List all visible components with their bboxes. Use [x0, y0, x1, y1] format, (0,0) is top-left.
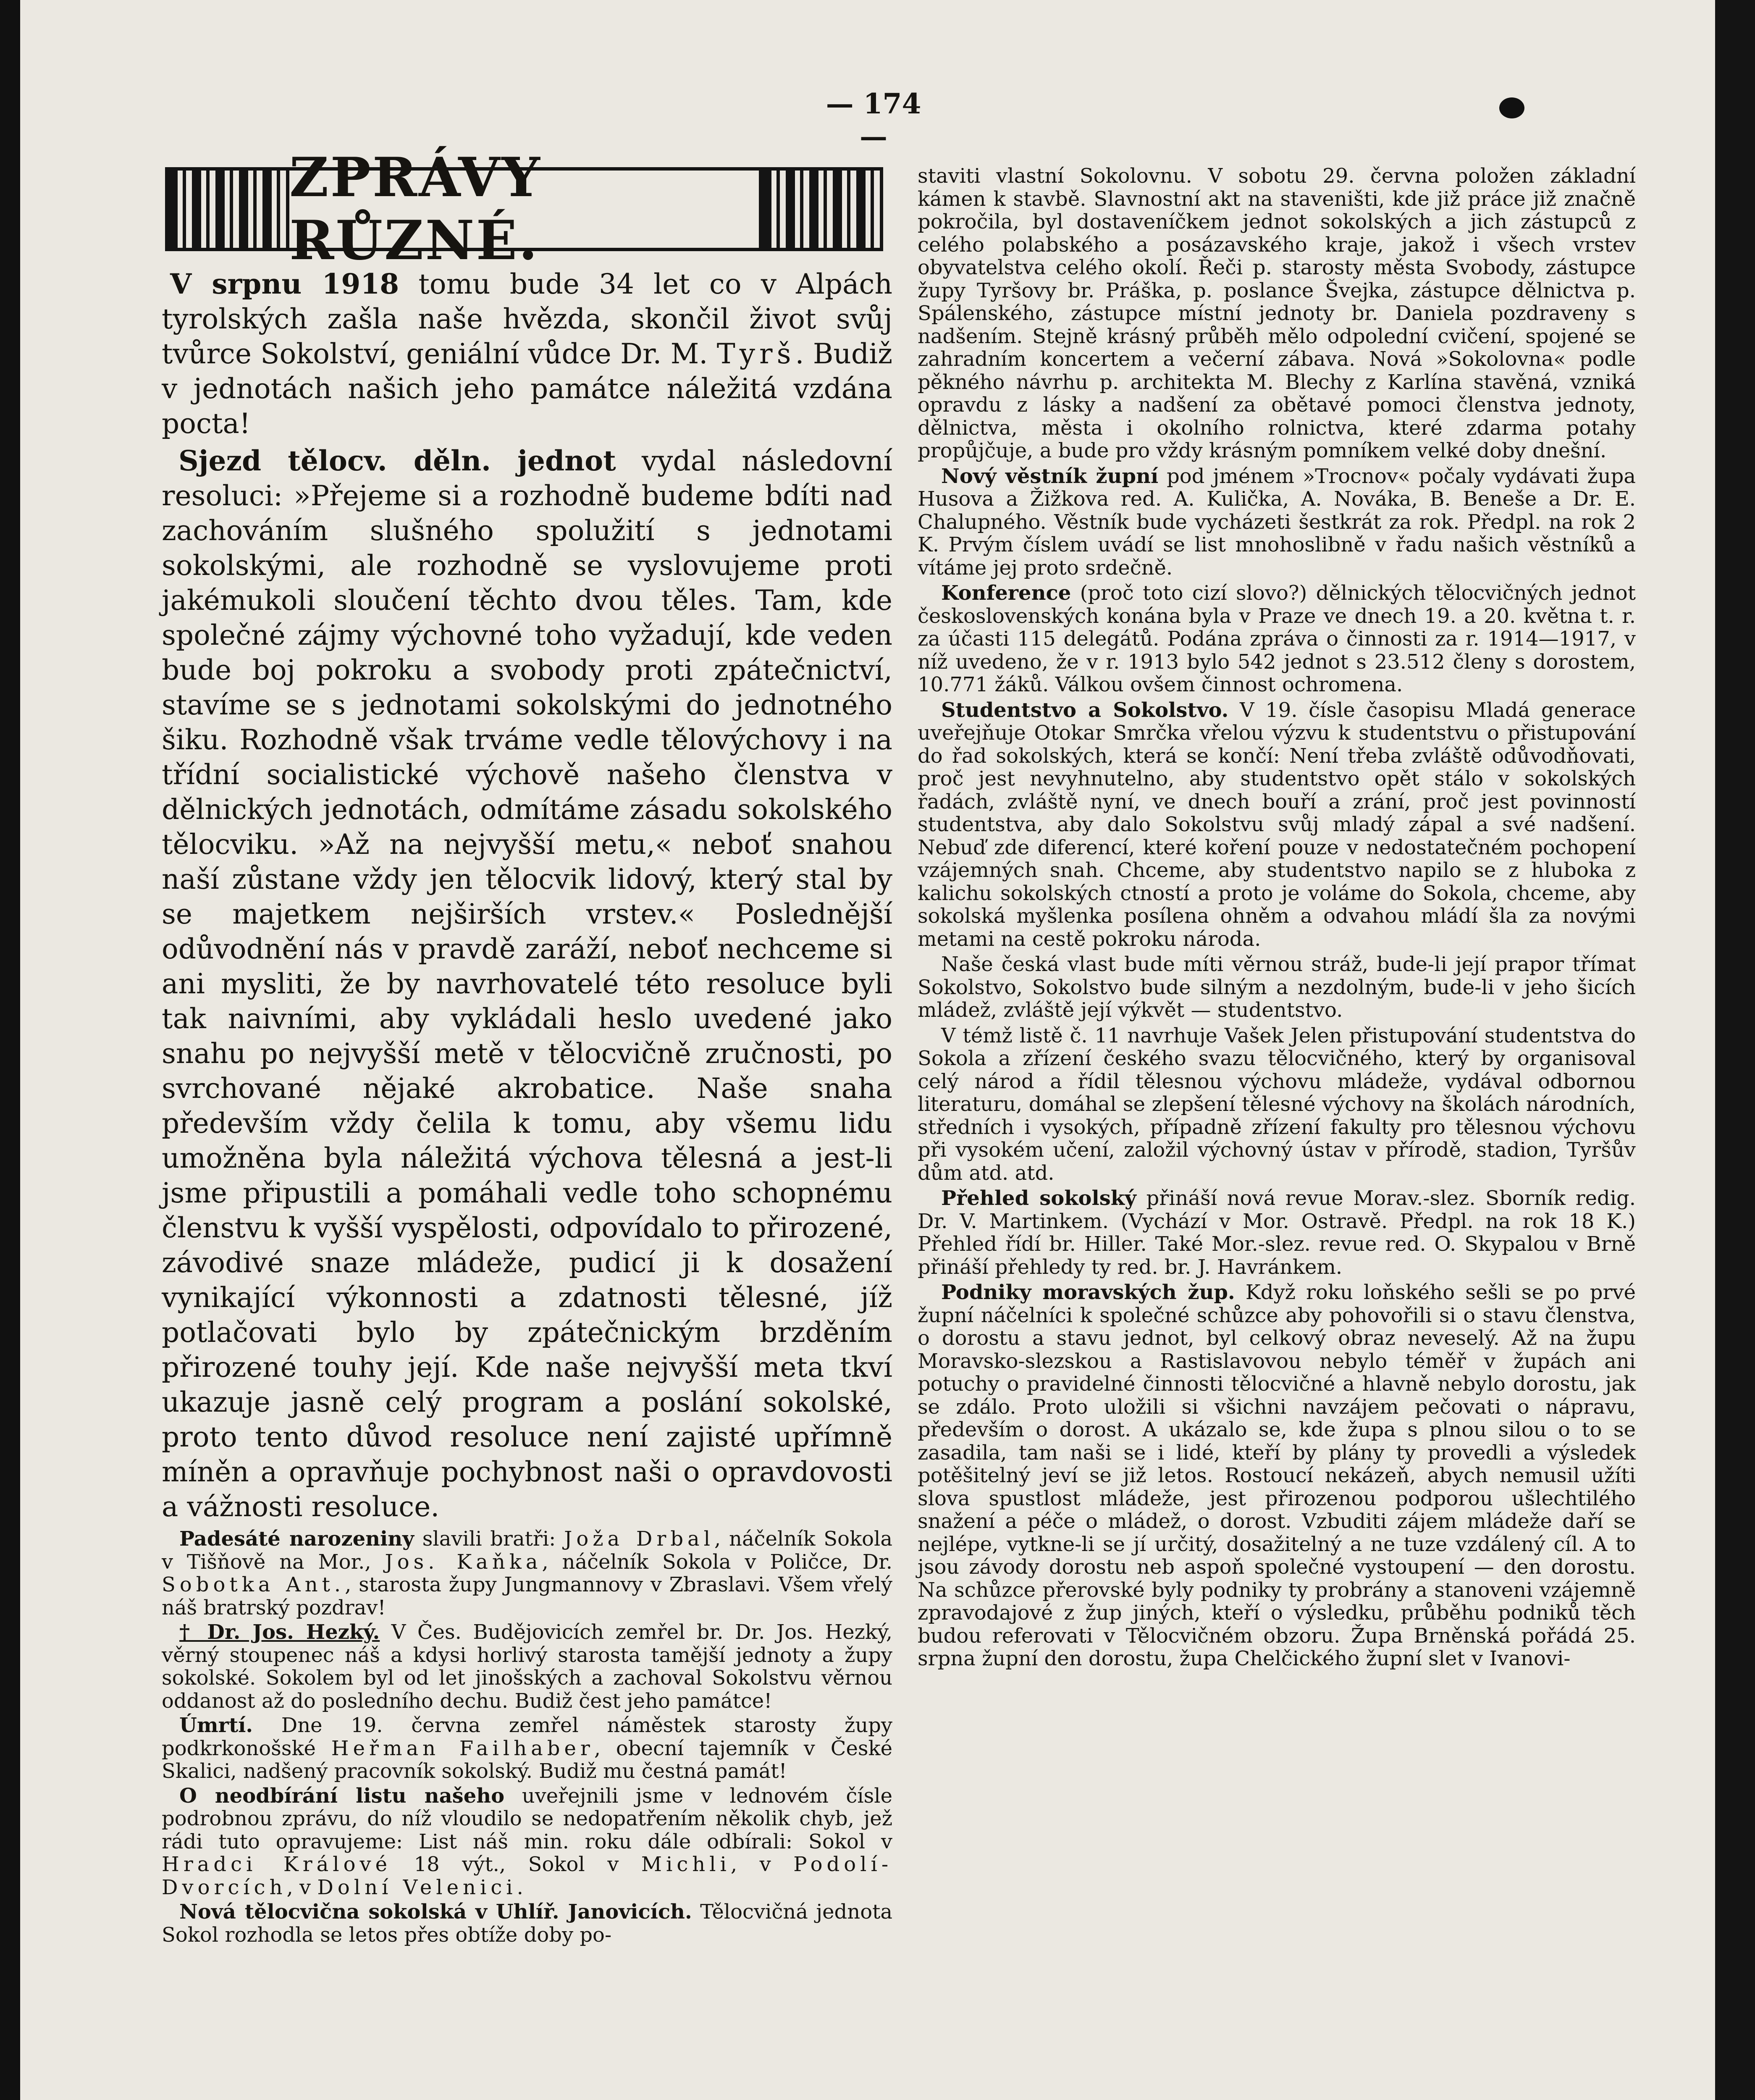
heading-ornament-left: [168, 171, 289, 248]
page-number: — 174 —: [826, 87, 921, 153]
article-konference: Konference (proč toto cizí slovo?) dělnických tělocvičných jednot československých konána byla v Praze ve dnech 19. a 20. května t. r. za účasti 115 delegátů. Podána zpráva o činnosti za r. 1914—1917, v níž uvedeno, že v r. 1913 bylo 542 jednot s 23.512 členy s dorostem, 10.771 žáků. Válkou ovšem činnost ochromena.: [918, 581, 1636, 696]
article-umrti: Úmrtí. Dne 19. června zemřel náměstek starosty župy podkrkonošské Heřman Failhaber, obecní tajemník v České Skalici, nadšený pracovník sokolský. Budiž mu čestná památ!: [162, 1714, 892, 1783]
article-tyrs: V srpnu 1918 tomu bude 34 let co v Alpách tyrolských zašla naše hvězda, skončil život svůj tvůrce Sokolství, geniální vůdce Dr. M. Tyrš. Budiž v jednotách našich jeho památce náležitá vzdána pocta!: [162, 268, 893, 440]
section-heading: ZPRÁVY RŮZNÉ.: [289, 146, 542, 272]
article-vestnik: Nový věstník župní pod jménem »Trocnov« počaly vydávati župa Husova a Žižkova red. A. Kulička, A. Nováka, B. Beneše a Dr. E. Chalupného. Věstník bude vycházeti šestkrát za rok. Předpl. na rok 2 K. Prvým číslem uvádí se list mnohoslibně v řadu našich věstníků a vítáme jej proto srdečně.: [918, 464, 1636, 580]
left-column: [162, 267, 892, 1946]
article-prehled: Přehled sokolský přináší nová revue Morav.-slez. Sborník redig. Dr. V. Martinkem. (Vychází v Mor. Ostravě. Předpl. na rok 18 K.) Přehled řídí br. Hiller. Také Mor.-slez. revue red. O. Skypalou v Brně přináší přehledy ty red. br. J. Havránkem.: [918, 1186, 1636, 1279]
section-heading-box: [165, 146, 883, 272]
article-neodbirani: O neodbírání listu našeho uveřejnili jsme v lednovém čísle podrobnou zprávu, do níž vloudilo se nedopatřením několik chyb, jež rádi tuto opravujeme: List náš min. roku dále odbírali: Sokol v Hradci Králové 18 výt., Sokol v Michli, v Podolí-Dvorcích, v Dolní Velenici.: [162, 1784, 893, 1899]
article-hezky: † Dr. Jos. Hezký. V Čes. Budějovicích zemřel br. Dr. Jos. Hezký, věrný stoupenec náš a kdysi horlivý starosta tamější jednoty a župy sokolské. Sokolem byl od let jinošských a zachoval Sokolstvu věrnou oddanost až do posledního dechu. Budiž čest jeho památce!: [162, 1620, 892, 1713]
scan-edge-left: [0, 0, 20, 2100]
article-studentstvo: Studentstvo a Sokolstvo. V 19. čísle časopisu Mladá generace uveřejňuje Otokar Smrčka vřelou výzvu k studentstvu o přistupování do řad sokolských, která se končí: Není třeba zvláště odůvodňovati, proč jest nevyhnutelno, aby studentstvo opět stálo v sokolských řadách, zvláště nyní, ve dnech bouří a zrání, proč jest povinností studentstva, aby dalo Sokolstvu svůj mladý zápal a své nadšení. Nebuď zde diferencí, které koření pouze v nedostatečném pochopení vzájemných snah. Chceme, aby studentstvo napilo se z hluboka z kalichu sokolských ctností a proto je voláme do Sokola, chceme, aby sokolská myšlenka posílena ohněm a odvahou mládí šla za novými metami na cestě pokroku národa.: [918, 698, 1636, 951]
article-telocvicna: Nová tělocvična sokolská v Uhlíř. Janovicích. Tělocvičná jednota Sokol rozhodla se letos přes obtíže doby po-: [162, 1900, 892, 1947]
ink-blot: [1499, 97, 1524, 118]
right-column: [918, 165, 1636, 1670]
scan-edge-right: [1715, 0, 1755, 2100]
article-jelen: V témž listě č. 11 navrhuje Vašek Jelen přistupování studentstva do Sokola a zřízení českého svazu tělocvičného, který by organisoval celý národ a řídil tělesnou výchovu mládeže, vydával odbornou literaturu, domáhal se zlepšení tělesné výchovy na školách národních, středních i vysokých, případně zřízení fakulty pro tělesnou výchovu při vysokém učení, založil výchovný ústav v přírodě, stadion, Tyršův dům atd. atd.: [918, 1024, 1636, 1185]
article-narozeniny: Padesáté narozeniny slavili bratři: Joža Drbal, náčelník Sokola v Tišňově na Mor., Jos. Kaňka, náčelník Sokola v Poličce, Dr. Sobotka Ant., starosta župy Jungmannovy v Zbraslavi. Všem vřelý náš bratrský pozdrav!: [162, 1527, 893, 1620]
article-sokolovna-cont: staviti vlastní Sokolovnu. V sobotu 29. června položen základní kámen k stavbě. Slavnostní akt na staveništi, kde již práce již značně pokročila, byl dostaveníčkem jednot sokolských a jich zástupců z celého polabského a posázavského kraje, jakož i všech vrstev obyvatelstva celého okolí. Řeči p. starosty města Svobody, zástupce župy Tyršovy br. Práška, p. poslance Švejka, zástupce dělnictva p. Spálenského, zástupce místní jednoty br. Daniela pozdraveny s nadšením. Stejně krásný průběh mělo odpolední cvičení, spojené se zahradním koncertem a večerní zábava. Nová »Sokolovna« podle pěkného návrhu p. architekta M. Blechy z Karlína stavěná, vzniká opravdu z lásky a nadšení za obětavé pomoci členstva jednoty, dělnictva, města i okolního rolnictva, které zdarma potahy propůjčuje, a bude pro vždy krásným pomníkem velké doby dnešní.: [918, 164, 1636, 462]
article-podniky: Podniky moravských žup. Když roku loňského sešli se po prvé župní náčelníci k společné schůzce aby pohovořili si o stavu členstva, o dorostu a stavu jednot, byl celkový obraz neveselý. Až na župu Moravsko-slezskou a Rastislavovou nebylo téměř v župách ani potuchy o pravidelné činnosti tělocvičné a hlavně nebylo dorostu, jak se zdálo. Proto uložili si všichni navzájem pečovati o nápravu, především o dorost. A ukázalo se, kde župa s plnou silou o to se zasadila, tam naši se i lidé, kteří by plány ty provedli a výsledek potěšitelný jeví se již letos. Rostoucí nekázeň, abych nemusil užíti slova spustlost mládeže, jest přirozenou podporou ušlechtilého snažení a péče o mládež, o dorost. Vzbuditi zájem mládeže daří se nejlépe, vytkne-li se jí určitý, dosažitelný a ne tuze vzdálený cíl. A to jsou závody dorostu neb aspoň společné vystoupení — den dorostu. Na schůzce přerovské byly podniky ty probrány a stanoveni vzájemně zpravodajové z žup jiných, kteří o výsledku, průběhu podniků těch budou referovati v Tělocvičném obzoru. Župa Brněnská pořádá 25. srpna župní den dorostu, župa Chelčického župní slet v Ivanovi-: [918, 1281, 1636, 1670]
article-ceska-vlast: Naše česká vlast bude míti věrnou stráž, bude-li její prapor třímat Sokolstvo, Sokolstvo bude silným a nezdolným, bude-li v jeho šicích mládež, zvláště její výkvět — studentstvo.: [918, 953, 1636, 1022]
article-sjezd: Sjezd tělocv. děln. jednot vydal následovní resoluci: »Přejeme si a rozhodně budeme bdíti nad zachováním slušného spolužití s jednotami sokolskými, ale rozhodně se vyslovujeme proti jakémukoli sloučení těchto dvou těles. Tam, kde společné zájmy výchovné toho vyžadují, kde veden bude boj pokroku a svobody proti zpátečnictví, stavíme se s jednotami sokolskými do jednotného šiku. Rozhodně však trváme vedle tělovýchovy i na třídní socialistické výchově našeho členstva v dělnických jednotách, odmítáme zásadu sokolského tělocviku. »Až na nejvyšší metu,« neboť snahou naší zůstane vždy jen tělocvik lidový, který stal by se majetkem nejširších vrstev.« Poslednější odůvodnění nás v pravdě zaráží, neboť nechceme si ani mysliti, že by navrhovatelé této resoluce byli tak naivními, aby vykládali heslo uvedené jako snahu po nejvyšší metě v tělocvičně zručnosti, po svrchované nějaké akrobatice. Naše snaha především vždy čelila k tomu, aby všemu lidu umožněna byla náležitá výchova tělesná a jest-li jsme připustili a pomáhali vedle toho schopnému členstvu k vyšší vyspělosti, odpovídalo to přirozené, závodivé snaze mládeže, pudicí ji k dosažení vynikající výkonnosti a zdatnosti tělesné, jíž potlačovati bylo by zpátečnickým brzděním přirozené touhy její. Kde naše nejvyšší meta tkví ukazuje jasně celý program a poslání sokolské, proto tento důvod resoluce není zajisté upřímně míněn a opravňuje pochybnost naši o opravdovosti a vážnosti resoluce.: [162, 444, 893, 1523]
heading-ornament-right: [759, 171, 880, 248]
